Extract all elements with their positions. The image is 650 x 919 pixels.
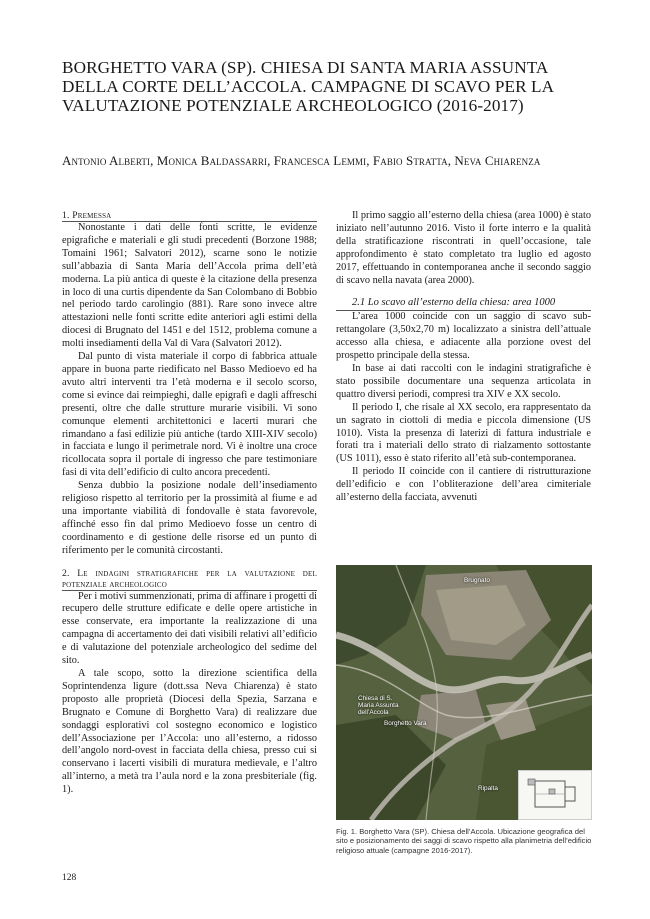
paragraph: Il periodo I, che risale al XX secolo, era rappresentato da un sagrato in ciottoli di media e piccola dimensione (US 1010). Vista la presenza di laterizi di fattura industriale e forati tra i materiali dello strato di rialzamento sottostante (US 1011), esso è stato riferito all’età sub-contemporanea. xyxy=(336,401,591,465)
article-authors: Antonio Alberti, Monica Baldassarri, Francesca Lemmi, Fabio Stratta, Neva Chiarenza xyxy=(62,153,541,168)
paragraph: Per i motivi summenzionati, prima di affinare i progetti di recupero delle strutture edificate e delle opere artistiche in esse conservate, era importante la realizzazione di una campagna di accertamento dei dati visibili relativi all’edificio e di valutazione del potenziale archeologico del sedime del sito. xyxy=(62,590,317,667)
paragraph: A tale scopo, sotto la direzione scientifica della Soprintendenza ligure (dott.ssa Neva Chiarenza) è stato proposto alle proprietà (Diocesi della Spezia, Sarzana e Brugnato e Comune di Borghetto Vara) di realizzare due sondaggi esplorativi col sostegno economico e logistico dell’Associazione per l’Accola: uno all’esterno, a ridosso dell’angolo nord-ovest in facciata della chiesa, presso cui si conservano i lacerti visibili di muratura medievale, e l’altro all’interno, a metà tra l’aula nord e la zona presbiteriale (fig. 1). xyxy=(62,668,317,796)
subsection-heading: 2.1 Lo scavo all’esterno della chiesa: area 1000 xyxy=(352,297,556,309)
church-plan-inset xyxy=(518,770,592,820)
label-chiesa: Chiesa di S. Maria Assunta dell’Accola xyxy=(358,695,399,716)
paragraph: Senza dubbio la posizione nodale dell’insediamento religioso rispetto al territorio per la prossimità al fiume e ad una importante viabilità di fondovalle è stata favorevole, affinché esso fin dal primo Medioevo fosse un centro di coordinamento e di gestione delle risorse ed un punto di riferimento per le comunità circostanti. xyxy=(62,480,317,556)
church-plan-drawing xyxy=(519,771,591,819)
label-brugnato: Brugnato xyxy=(464,577,490,584)
section-heading-premessa: 1. Premessa xyxy=(62,210,112,221)
paragraph: Il primo saggio all’esterno della chiesa (area 1000) è stato iniziato nell’autunno 2016. Visto il forte interro e la qualità della stratificazione riscontrati in quell’occasione, tale approfondimento è stato completato tra luglio ed agosto 2017, effettuando in contemporanea anche il secondo saggio di scavo nella navata (area 2000). xyxy=(336,210,591,286)
article-title: BORGHETTO VARA (SP). CHIESA DI SANTA MARIA ASSUNTA DELLA CORTE DELL’ACCOLA. CAMPAGNE DI SCAVO PER LA VALUTAZIONE POTENZIALE ARCHEOLOGICO (2016-2017) xyxy=(62,58,554,115)
page-number: 128 xyxy=(62,873,77,883)
label-borghetto-vara: Borghetto Vara xyxy=(384,720,427,727)
paragraph: Nonostante i dati delle fonti scritte, le evidenze epigrafiche e materiali e gli studi precedenti (Borzone 1988; Tomaini 1961; Salvatori 2012), scarne sono le notizie sull’abbazia di Santa Maria dell’Accola prima dell’età moderna. La più antica di queste è la citazione della presenza in loco di una curtis dipendente da San Colombano di Bobbio nel periodo tardo carolingio (881). Rare sono invece altre attestazioni nelle fonti scritte edite anteriori agli estimi della diocesi di Brugnato del 1451 e del 1512, problema comune a molti insediamenti della Val di Vara (Salvatori 2012). xyxy=(62,222,317,350)
aerial-photo-figure xyxy=(336,565,592,820)
paragraph: Dal punto di vista materiale il corpo di fabbrica attuale appare in buona parte riedificato nel Basso Medioevo ed ha avuto altri interventi tra l’età moderna e il secolo scorso, come si evince dai reimpieghi, dalle epigrafi e dagli affreschi presenti, oltre che dalle strutture murarie visibili. Vi sono comunque elementi architettonici e lacerti murari che rimandano a fasi edilizie più antiche (tardo XIII-XIV secolo) in facciata e lungo il perimetrale nord. Vi è inoltre una croce ricollocata sopra il portale di ingresso che pare testimoniare fasi di vita dell’edificio di culto ancora precedenti. xyxy=(62,351,317,479)
paragraph: In base ai dati raccolti con le indagini stratigrafiche è stato possibile documentare una sequenza articolata in quattro diversi periodi, compresi tra XIV e XX secolo. xyxy=(336,362,591,400)
left-column xyxy=(62,210,317,797)
label-ripalta: Ripalta xyxy=(478,785,498,792)
paragraph: Il periodo II coincide con il cantiere di ristrutturazione dell’edificio e con l’obliterazione dell’area cimiteriale all’esterno della facciata, avvenuti xyxy=(336,466,591,504)
right-column xyxy=(336,210,591,505)
paragraph: L’area 1000 coincide con un saggio di scavo sub-rettangolare (3,50x2,70 m) localizzato a sinistra dell’attuale accesso alla chiesa, e adiacente alla porzione ovest del prospetto principale della stessa. xyxy=(336,311,591,362)
figure-caption: Fig. 1. Borghetto Vara (SP). Chiesa dell’Accola. Ubicazione geografica del sito e posizionamento dei saggi di scavo rispetto alla planimetria dell’edificio religioso attuale (campagne 2016-2017). xyxy=(336,827,592,855)
section-heading-indagini: 2. Le indagini stratigrafiche per la valutazione del potenziale archeologico xyxy=(62,567,317,590)
